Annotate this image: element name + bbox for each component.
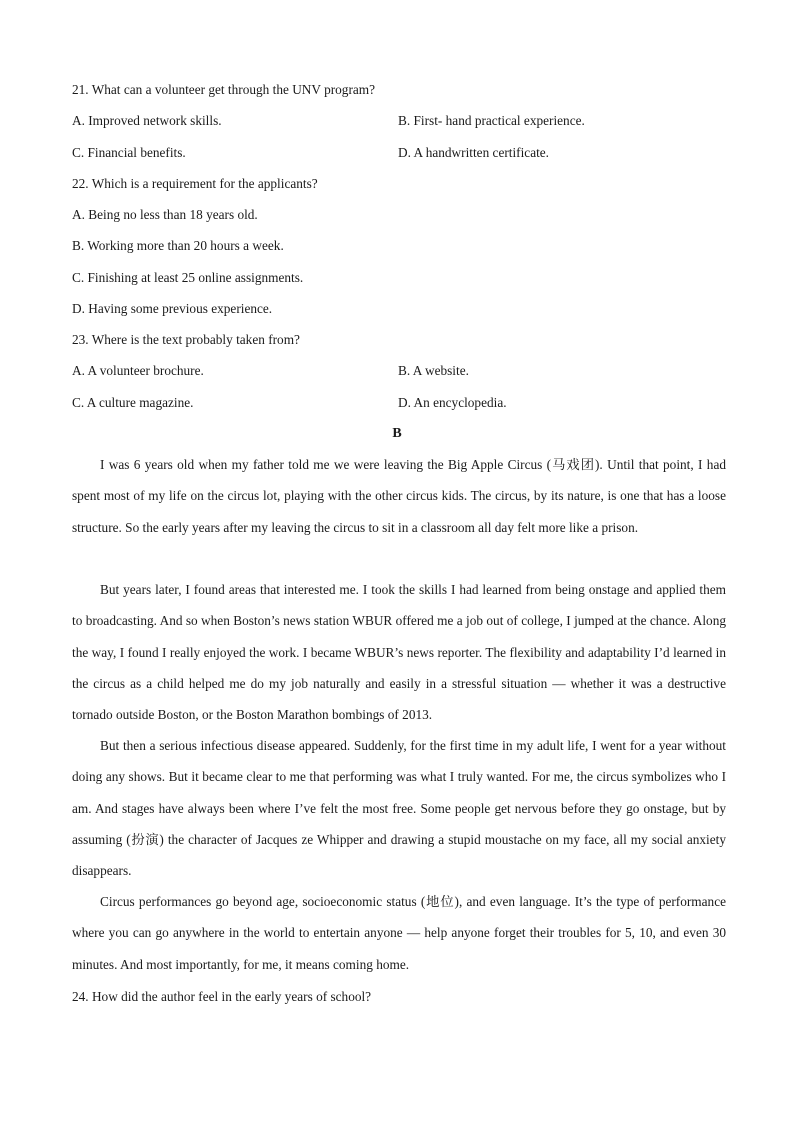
question-21-option-d: D. A handwritten certificate. — [398, 145, 550, 160]
question-23-option-c: C. A culture magazine. — [72, 395, 194, 410]
question-22-option-d: D. Having some previous experience. — [72, 301, 273, 316]
question-24-stem: 24. How did the author feel in the early years of school? — [72, 989, 372, 1004]
question-22-option-a: A. Being no less than 18 years old. — [72, 207, 258, 222]
question-23-option-d: D. An encyclopedia. — [398, 395, 507, 410]
question-22-option-c: C. Finishing at least 25 online assignments. — [72, 270, 304, 285]
passage-paragraph-1: I was 6 years old when my father told me we were leaving the Big Apple Circus (马戏团). Until that point, I had spent most of my life on the circus lot, playing with the other circus kids. The circus, by its nature, is one that has a loose structure. So the early years after my leaving the circus to sit in a classroom all day felt more like a prison. — [72, 457, 726, 535]
question-23-option-b: B. A website. — [398, 363, 469, 378]
question-21-stem: 21. What can a volunteer get through the UNV program? — [72, 82, 376, 97]
question-22-stem: 22. Which is a requirement for the applicants? — [72, 176, 318, 191]
passage-paragraph-4: Circus performances go beyond age, socioeconomic status (地位), and even language. It’s the type of performance where you can go anywhere in the world to entertain anyone — help anyone forget their troubles for 5, 10, and even 30 minutes. And most importantly, for me, it means coming home. — [72, 894, 726, 972]
question-23-option-a: A. A volunteer brochure. — [72, 363, 204, 378]
passage-paragraph-3: But then a serious infectious disease appeared. Suddenly, for the first time in my adult life, I went for a year without doing any shows. But it became clear to me that performing was what I truly wanted. For me, the circus symbolizes who I am. And stages have always been where I’ve felt the most free. Some people get nervous before they go onstage, but by assuming (扮演) the character of Jacques ze Whipper and drawing a stupid moustache on my face, all my social anxiety disappears. — [72, 738, 726, 879]
passage-paragraph-2: But years later, I found areas that interested me. I took the skills I had learned from being onstage and applied them to broadcasting. And so when Boston’s news station WBUR offered me a job out of college, I jumped at the chance. Along the way, I found I really enjoyed the work. I became WBUR’s news reporter. The flexibility and adaptability I’d learned in the circus as a child helped me do my job naturally and easily in a stressful situation — whether it was a destructive tornado outside Boston, or the Boston Marathon bombings of 2013. — [72, 582, 726, 723]
question-21-option-c: C. Financial benefits. — [72, 145, 186, 160]
section-b-heading: B — [392, 426, 402, 441]
question-21-option-b: B. First- hand practical experience. — [398, 113, 585, 128]
question-21-option-a: A. Improved network skills. — [72, 113, 222, 128]
question-22-option-b: B. Working more than 20 hours a week. — [72, 238, 284, 253]
question-23-stem: 23. Where is the text probably taken from? — [72, 332, 300, 347]
